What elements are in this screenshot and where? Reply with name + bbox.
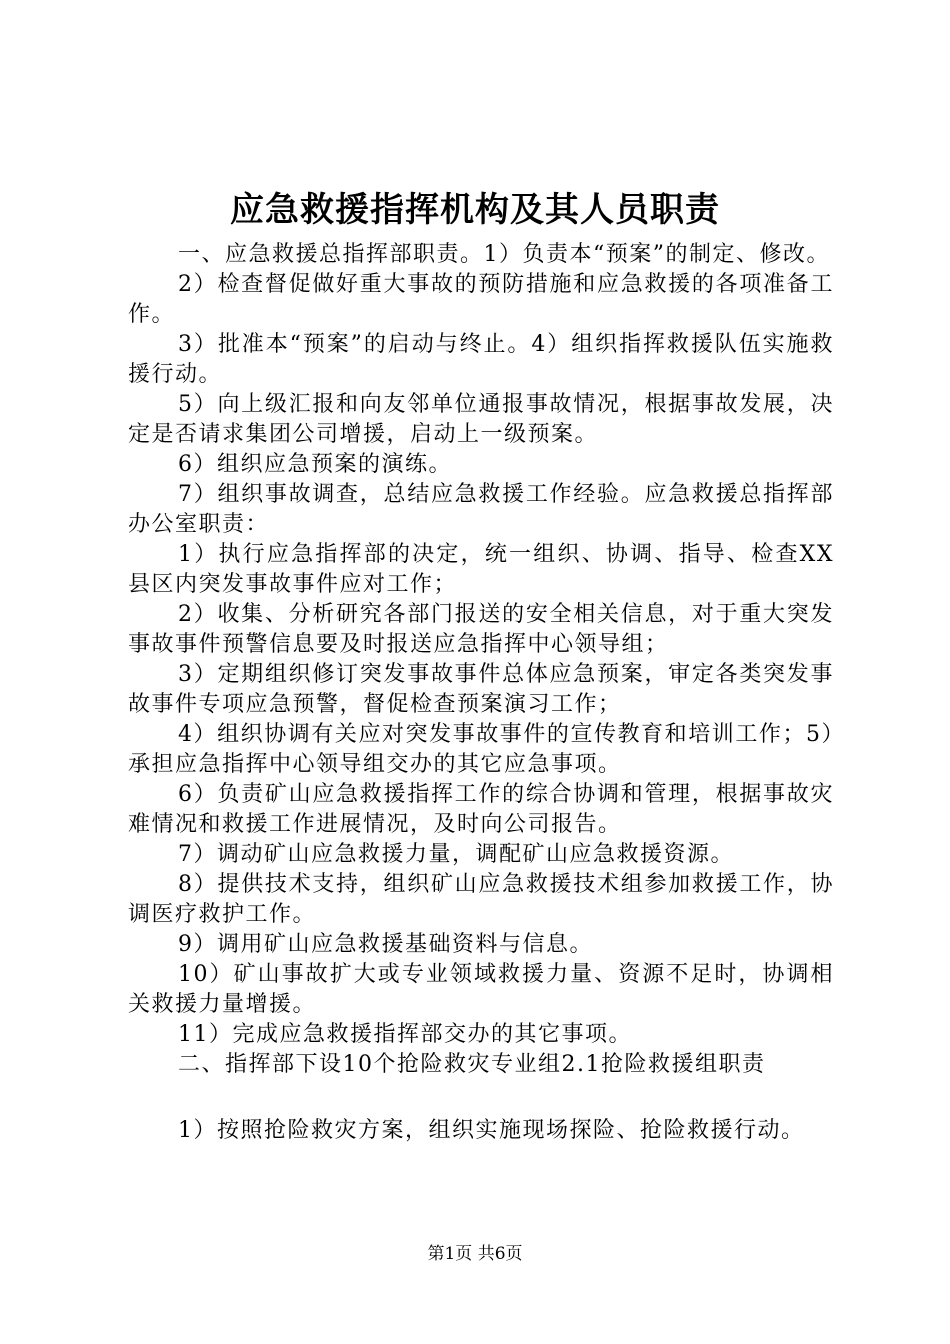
paragraph: 3）定期组织修订突发事故事件总体应急预案，审定各类突发事故事件专项应急预警，督促检查预案演习工作； bbox=[128, 662, 834, 717]
paragraph: 10）矿山事故扩大或专业领域救援力量、资源不足时，协调相关救援力量增援。 bbox=[128, 962, 834, 1017]
paragraph: 9）调用矿山应急救援基础资料与信息。 bbox=[178, 932, 593, 957]
paragraph: 1）执行应急指挥部的决定，统一组织、协调、指导、检查XX县区内突发事故事件应对工作； bbox=[128, 542, 834, 597]
paragraph: 3）批准本“预案”的启动与终止。4）组织指挥救援队伍实施救援行动。 bbox=[128, 332, 834, 387]
page-number-footer: 第1页 共6页 bbox=[427, 1244, 523, 1264]
paragraph: 1）按照抢险救灾方案，组织实施现场探险、抢险救援行动。 bbox=[178, 1118, 805, 1143]
paragraph: 6）组织应急预案的演练。 bbox=[178, 452, 452, 477]
document-body bbox=[128, 240, 834, 1146]
paragraph: 2）收集、分析研究各部门报送的安全相关信息，对于重大突发事故事件预警信息要及时报送应急指挥中心领导组； bbox=[128, 602, 834, 657]
paragraph: 4）组织协调有关应对突发事故事件的宣传教育和培训工作；5）承担应急指挥中心领导组交办的其它应急事项。 bbox=[128, 722, 834, 777]
paragraph: 7）组织事故调查，总结应急救援工作经验。应急救援总指挥部办公室职责： bbox=[128, 482, 834, 537]
document-title: 应急救援指挥机构及其人员职责 bbox=[230, 190, 720, 230]
paragraph: 一、应急救援总指挥部职责。1）负责本“预案”的制定、修改。 bbox=[178, 242, 830, 267]
paragraph: 2）检查督促做好重大事故的预防措施和应急救援的各项准备工作。 bbox=[128, 272, 834, 327]
paragraph: 11）完成应急救援指挥部交办的其它事项。 bbox=[178, 1022, 632, 1047]
paragraph: 7）调动矿山应急救援力量，调配矿山应急救援资源。 bbox=[178, 842, 734, 867]
paragraph: 二、指挥部下设10个抢险救灾专业组2.1抢险救援组职责 bbox=[178, 1052, 766, 1077]
paragraph: 5）向上级汇报和向友邻单位通报事故情况，根据事故发展，决定是否请求集团公司增援，启动上一级预案。 bbox=[128, 392, 834, 447]
paragraph: 8）提供技术支持，组织矿山应急救援技术组参加救援工作，协调医疗救护工作。 bbox=[128, 872, 834, 927]
paragraph: 6）负责矿山应急救援指挥工作的综合协调和管理，根据事故灾难情况和救援工作进展情况，及时向公司报告。 bbox=[128, 782, 834, 837]
